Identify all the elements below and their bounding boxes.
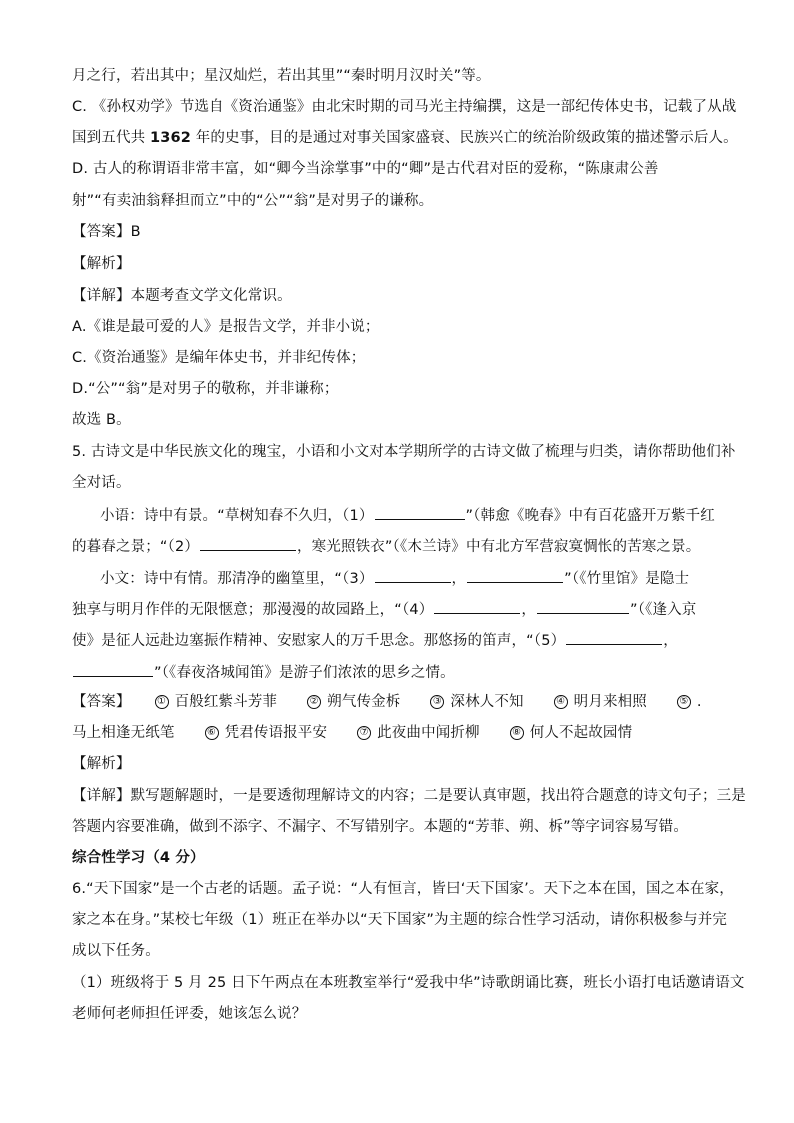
answer-text: 何人不起故园情: [529, 725, 633, 741]
answer-5-items-2: [72, 723, 662, 743]
text-span: ”（韩愈《晚春》中有百花盛开万紫千红: [465, 508, 715, 524]
fill-blank-4b[interactable]: [537, 599, 629, 614]
text-span: ”（《逢入京: [630, 602, 697, 618]
dialogue-line-1: [100, 505, 722, 526]
dialogue-line-5: [72, 630, 722, 651]
dialogue-line-4: [72, 599, 722, 620]
answer-text: 马上相逢无纸笔: [72, 725, 175, 741]
answer-number: ⑤: [677, 695, 691, 709]
question-6: 6.“天下国家”是一个古老的话题。孟子说：“人有恒言，皆曰‘天下国家’。天下之本在国，国之本在家，: [72, 881, 734, 897]
answer-4: 【答案】B: [72, 224, 141, 240]
answer-number: ⑧: [510, 726, 524, 740]
analysis-label-5: 【解析】: [72, 756, 131, 772]
fill-blank-4a[interactable]: [434, 599, 520, 614]
answer-text: 朔气传金柝: [327, 694, 401, 710]
year-count: 1362: [150, 130, 191, 146]
analysis-label-4: 【解析】: [72, 256, 131, 272]
option-c-cont: [72, 128, 738, 148]
answer-5-row-2: [72, 723, 722, 743]
answer-number: ②: [307, 695, 321, 709]
option-d-cont: 射”“有卖油翁释担而立”中的“公”“翁”是对男子的谦称。: [72, 193, 434, 209]
fill-blank-3b[interactable]: [467, 568, 563, 583]
dialogue-line-3: [100, 568, 722, 589]
answer-item: [307, 692, 400, 712]
text-span: ”（《春夜洛城闻笛》是游子们浓浓的思乡之情。: [154, 665, 455, 681]
question-5-cont: 全对话。: [72, 475, 131, 491]
text-span: 年的史事，目的是通过对事关国家盛衰、民族兴亡的统治阶级政策的描述警示后人。: [190, 130, 738, 146]
text-span: ，寒光照铁衣”（《木兰诗》中有北方军营寂寞惆怅的苦寒之景。: [297, 539, 701, 555]
text-span: 的暮春之景；“（2）: [72, 539, 199, 555]
text-span: ，: [521, 602, 537, 618]
answer-text: .: [696, 694, 702, 710]
dialogue-line-6: [72, 662, 722, 683]
answer-number: ④: [554, 695, 568, 709]
answer-5-items: [155, 692, 732, 712]
answer-text: 百般红紫斗芳菲: [174, 694, 278, 710]
text-span: ，: [451, 571, 467, 587]
answer-number: ⑦: [357, 726, 371, 740]
answer-number: ①: [155, 695, 169, 709]
answer-text: 深林人不知: [450, 694, 524, 710]
answer-item: [155, 692, 278, 712]
text-span: 国到五代共: [72, 130, 151, 146]
detail-5-cont: 答题内容要准确，做到不添字、不漏字、不写错别字。本题的“芳菲、朔、柝”等字词容易写错。: [72, 819, 688, 835]
detail-c: C.《资治通鉴》是编年体史书，并非纪传体；: [72, 350, 366, 366]
question-5: 5. 古诗文是中华民族文化的瑰宝，小语和小文对本学期所学的古诗文做了梳理与归类，请你帮助他们补: [72, 444, 736, 460]
question-6-cont-2: 成以下任务。: [72, 943, 160, 959]
answer-item: [430, 692, 523, 712]
text-span: 独享与明月作伴的无限惬意；那漫漫的故园路上，“（4）: [72, 602, 434, 618]
answer-item: [510, 723, 633, 743]
text-span: ，: [663, 633, 678, 649]
fill-blank-2[interactable]: [200, 536, 296, 551]
fill-blank-3a[interactable]: [375, 568, 451, 583]
question-6-1-cont: 老师何老师担任评委，她该怎么说？: [72, 1006, 307, 1022]
answer-5-row-1: [72, 692, 722, 712]
answer-label-5: 【答案】: [72, 694, 131, 710]
detail-5: 【详解】默写题解题时，一是要透彻理解诗文的内容；二是要认真审题，找出符合题意的诗文句子；三是: [72, 788, 746, 804]
answer-text: 凭君传语报平安: [224, 725, 328, 741]
answer-number: ③: [430, 695, 444, 709]
answer-item: [205, 723, 328, 743]
answer-item: [357, 723, 480, 743]
answer-text: 此夜曲中闻折柳: [377, 725, 480, 741]
text-span: 使》是征人远赴边塞振作精神、安慰家人的万千思念。那悠扬的笛声，“（5）: [72, 633, 566, 649]
option-d: D. 古人的称谓语非常丰富，如“卿今当涂掌事”中的“卿”是古代君对臣的爱称，“陈康肃公善: [72, 161, 659, 177]
detail-a: A.《谁是最可爱的人》是报告文学，并非小说；: [72, 319, 380, 335]
fill-blank-1[interactable]: [375, 505, 465, 520]
text-span: ”（《竹里馆》是隐士: [564, 571, 690, 587]
fill-blank-5b[interactable]: [73, 662, 153, 677]
dialogue-line-2: [72, 536, 722, 557]
question-6-cont: 家之本在身。”某校七年级（1）班正在举办以“天下国家”为主题的综合性学习活动，请你积极参与并完: [72, 912, 728, 928]
answer-number: ⑥: [205, 726, 219, 740]
detail-4: 【详解】本题考查文学文化常识。: [72, 288, 292, 304]
answer-item: [554, 692, 647, 712]
answer-text: 明月来相照: [573, 694, 647, 710]
option-c: C. 《孙权劝学》节选自《资治通鉴》由北宋时期的司马光主持编撰，这是一部纪传体史书，记载了从战: [72, 99, 737, 115]
section-title: 综合性学习（4 分）: [72, 850, 205, 866]
detail-d: D.“公”“翁”是对男子的敬称，并非谦称；: [72, 381, 339, 397]
text-line: 月之行，若出其中；星汉灿烂，若出其里”“秦时明月汉时关”等。: [72, 68, 491, 84]
answer-item: [677, 692, 702, 712]
text-span: 小文：诗中有情。那清净的幽篁里，“（3）: [100, 571, 374, 587]
question-6-1: （1）班级将于 5 月 25 日下午两点在本班教室举行“爱我中华”诗歌朗诵比赛，班长小语打电话邀请语文: [72, 975, 745, 991]
fill-blank-5a[interactable]: [566, 630, 662, 645]
text-span: 小语：诗中有景。“草树知春不久归，（1）: [100, 508, 374, 524]
conclusion-4: 故选 B。: [72, 412, 131, 428]
answer-item: [72, 723, 175, 743]
